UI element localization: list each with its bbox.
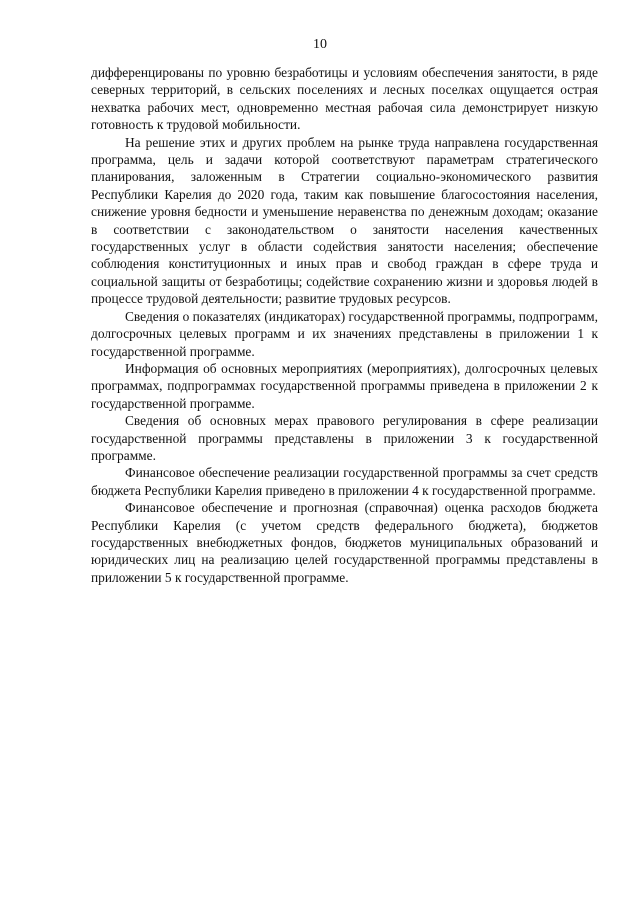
paragraph-expenses-appendix-5: Финансовое обеспечение и прогнозная (справочная) оценка расходов бюджета Республики Карелия (с учетом средств федерального бюджета), бюджетов государственных внебюджетных фондов, бюджетов муниципальных образований и юридических лиц на реализацию целей государственной программы представлены в приложении 5 к государственной программе. [91,500,598,585]
page-number: 10 [313,37,327,52]
paragraph-program-goals: На решение этих и других проблем на рынке труда направлена государственная программа, цель и задачи которой соответствуют параметрам стратегического планирования, заложенным в Стратегии социально-экономического развития Республики Карелия до 2020 года, таким как повышение благосостояния населения, снижение уровня бедности и уменьшение неравенства по денежным доходам; оказание в соответствии с законодательством о занятости населения качественных государственных услуг в области содействия занятости населения; обеспечение соблюдения конституционных и иных прав и свобод граждан в сфере труда и социальной защиты от безработицы; содействие сохранению жизни и здоровья людей в процессе трудовой деятельности; развитие трудовых ресурсов. [91,134,598,307]
paragraph-unemployment-continuation: дифференцированы по уровню безработицы и условиям обеспечения занятости, в ряде северных территорий, в сельских поселениях и лесных поселках ощущается острая нехватка рабочих мест, одновременно местная рабочая сила демонстрирует низкую готовность к трудовой мобильности. [91,65,598,133]
paragraph-activities-appendix-2: Информация об основных мероприятиях (мероприятиях), долгосрочных целевых программах, подпрограммах государственной программы приведена в приложении 2 к государственной программе. [91,360,598,411]
paragraph-indicators-appendix-1: Сведения о показателях (индикаторах) государственной программы, подпрограмм, долгосрочных целевых программ и их значениях представлены в приложении 1 к государственной программе. [91,308,598,359]
paragraph-funding-appendix-4: Финансовое обеспечение реализации государственной программы за счет средств бюджета Республики Карелия приведено в приложении 4 к государственной программе. [91,465,598,498]
document-body [91,64,598,586]
paragraph-regulation-appendix-3: Сведения об основных мерах правового регулирования в сфере реализации государственной программы представлены в приложении 3 к государственной программе. [91,413,598,463]
